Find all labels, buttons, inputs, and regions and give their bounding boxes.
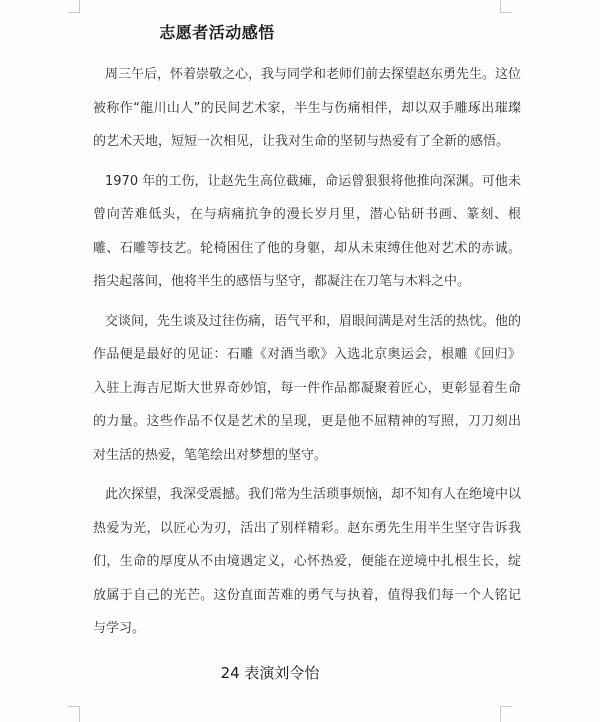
crop-mark-top-right [500, 0, 501, 12]
paragraph: 此次探望，我深受震撼。我们常为生活琐事烦恼，却不知有人在绝境中以热爱为光，以匠心为刃，活出了别样精彩。赵东勇先生用半生坚守告诉我们，生命的厚度从不由境遇定义，心怀热爱，便能在逆境中扎根生长，绽放属于自己的光芒。这份直面苦难的勇气与执着，值得我们每一个人铭记与学习。 [93, 487, 522, 636]
author-signature: 24 表演刘令怡 [220, 664, 320, 682]
paragraph: 交谈间，先生谈及过往伤痛，语气平和，眉眼间满是对生活的热忱。他的作品便是最好的见证：石雕《对酒当歌》入选北京奥运会，根雕《回归》入驻上海吉尼斯大世界奇妙馆，每一件作品都凝聚着匠心，更彰显着生命的力量。这些作品不仅是艺术的呈现，更是他不屈精神的写照，刀刀刻出对生活的热爱，笔笔绘出对梦想的坚守。 [93, 313, 522, 463]
document-body [93, 58, 521, 652]
crop-mark-top-right [500, 12, 512, 13]
crop-mark-bottom-left [79, 706, 80, 722]
crop-mark-top-left [68, 12, 80, 13]
paragraph: 周三午后，怀着崇敬之心，我与同学和老师们前去探望赵东勇先生。这位被称作“龍川山人”的民间艺术家，半生与伤痛相伴，却以双手雕琢出璀璨的艺术天地，短短一次相见，让我对生命的坚韧与热爱有了全新的感悟。 [93, 67, 522, 149]
crop-mark-top-left [79, 0, 80, 12]
crop-mark-bottom-left [68, 706, 80, 707]
document-title: 志愿者活动感悟 [159, 23, 275, 42]
paragraph: 1970 年的工伤，让赵先生高位截瘫，命运曾狠狠将他推向深渊。可他未曾向苦难低头，在与病痛抗争的漫长岁月里，潜心钻研书画、篆刻、根雕、石雕等技艺。轮椅困住了他的身躯，却从未束缚住他对艺术的赤诚。指尖起落间，他将半生的感悟与坚守，都凝注在刀笔与木料之中。 [93, 173, 521, 289]
crop-mark-bottom-right [500, 706, 512, 707]
crop-mark-bottom-right [500, 706, 501, 722]
